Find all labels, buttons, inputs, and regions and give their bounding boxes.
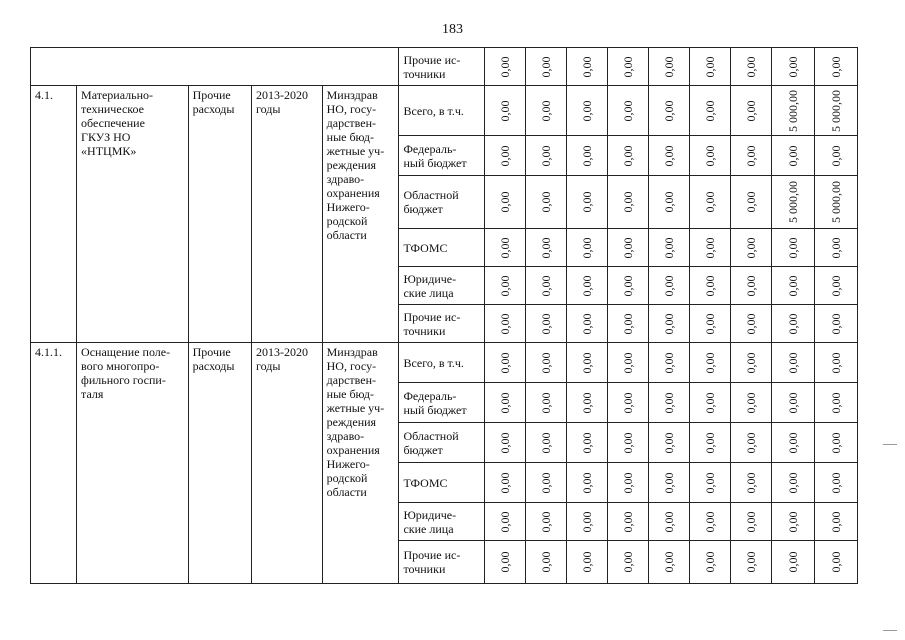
value: 0,00 [498, 392, 513, 413]
value-cell [690, 343, 731, 383]
value-cell [771, 383, 814, 423]
value: 0,00 [539, 432, 554, 453]
value: 0,00 [580, 472, 595, 493]
value: 0,00 [743, 56, 758, 77]
row-number: 4.1. [35, 88, 53, 102]
value-cell [608, 541, 649, 584]
period-cell [252, 343, 323, 584]
value: 0,00 [621, 392, 636, 413]
value-cell [771, 267, 814, 305]
value: 0,00 [785, 432, 800, 453]
value: 0,00 [580, 551, 595, 573]
value-cell [526, 541, 567, 584]
source-label-cell [399, 305, 485, 343]
value-cell [649, 136, 690, 176]
value-cell [771, 229, 814, 267]
budget-table [30, 47, 858, 584]
value-cell [771, 463, 814, 503]
value: 0,00 [539, 511, 554, 532]
value: 0,00 [662, 145, 677, 166]
executor-cell [322, 86, 399, 343]
activity-name: Материально- техническое обеспечение ГКУЗ НО «НТЦМК» [81, 88, 154, 158]
source-label-cell [399, 48, 485, 86]
value: 0,00 [580, 237, 595, 258]
value: 0,00 [828, 275, 843, 296]
period-cell [252, 86, 323, 343]
value: 0,00 [580, 313, 595, 334]
value-cell [526, 229, 567, 267]
value-cell [526, 176, 567, 229]
value: 0,00 [539, 237, 554, 258]
value: 0,00 [702, 275, 717, 296]
value-cell [814, 305, 857, 343]
value: 0,00 [621, 472, 636, 493]
value-cell [730, 229, 771, 267]
value: 0,00 [828, 313, 843, 334]
source-label-cell [399, 463, 485, 503]
expense-type-cell [188, 86, 251, 343]
value: 0,00 [498, 352, 513, 373]
value: 0,00 [621, 56, 636, 77]
value-cell [608, 343, 649, 383]
value-cell [814, 176, 857, 229]
value-cell [567, 343, 608, 383]
source-label: Всего, в т.ч. [403, 355, 464, 370]
value-cell [649, 383, 690, 423]
margin-mark [883, 444, 897, 445]
value-cell [814, 423, 857, 463]
value: 0,00 [498, 145, 513, 166]
value: 0,00 [702, 472, 717, 493]
value: 0,00 [498, 432, 513, 453]
value-cell [771, 176, 814, 229]
value-cell [771, 541, 814, 584]
value: 0,00 [662, 56, 677, 77]
continuation-blank [31, 48, 399, 86]
value-cell [485, 423, 526, 463]
value-cell [608, 86, 649, 136]
value: 0,00 [621, 551, 636, 573]
value: 0,00 [539, 145, 554, 166]
value-cell [526, 267, 567, 305]
value: 0,00 [539, 100, 554, 121]
value: 0,00 [828, 56, 843, 77]
value-cell [567, 48, 608, 86]
activity-name-cell [77, 86, 189, 343]
value-cell [485, 383, 526, 423]
value-cell [730, 305, 771, 343]
value: 0,00 [580, 352, 595, 373]
value-cell [608, 176, 649, 229]
value: 0,00 [539, 275, 554, 296]
value: 0,00 [828, 237, 843, 258]
value-cell [567, 305, 608, 343]
value: 0,00 [702, 237, 717, 258]
value-cell [771, 305, 814, 343]
value: 0,00 [702, 145, 717, 166]
value: 0,00 [662, 511, 677, 532]
value-cell [649, 176, 690, 229]
activity-name-cell [77, 343, 189, 584]
value: 0,00 [662, 237, 677, 258]
value: 0,00 [702, 56, 717, 77]
value-cell [608, 305, 649, 343]
executor-cell [322, 343, 399, 584]
value-cell [690, 383, 731, 423]
source-label-cell [399, 541, 485, 584]
source-label: Прочие ис- точники [403, 309, 461, 338]
value-cell [814, 541, 857, 584]
value: 0,00 [539, 313, 554, 334]
value: 0,00 [539, 551, 554, 573]
value-cell [649, 463, 690, 503]
value-cell [730, 86, 771, 136]
value: 0,00 [743, 191, 758, 213]
value-cell [608, 136, 649, 176]
value-cell [567, 176, 608, 229]
value: 0,00 [539, 472, 554, 493]
value-cell [649, 86, 690, 136]
value: 0,00 [621, 237, 636, 258]
value: 0,00 [498, 191, 513, 213]
value: 0,00 [621, 100, 636, 121]
source-label: ТФОМС [403, 240, 448, 255]
value-cell [526, 343, 567, 383]
value: 0,00 [743, 237, 758, 258]
value-cell [485, 229, 526, 267]
source-label-cell [399, 503, 485, 541]
value: 0,00 [828, 145, 843, 166]
value-cell [485, 136, 526, 176]
value-cell [771, 136, 814, 176]
value-cell [730, 48, 771, 86]
period: 2013-2020 годы [256, 345, 309, 373]
value: 0,00 [702, 511, 717, 532]
value: 0,00 [785, 551, 800, 573]
value: 0,00 [580, 392, 595, 413]
value: 0,00 [743, 275, 758, 296]
value-cell [690, 503, 731, 541]
value-cell [690, 305, 731, 343]
value: 0,00 [743, 313, 758, 334]
value: 5 000,00 [785, 181, 800, 223]
value: 0,00 [580, 275, 595, 296]
value-cell [649, 503, 690, 541]
value: 0,00 [785, 237, 800, 258]
value-cell [730, 503, 771, 541]
value: 0,00 [702, 432, 717, 453]
table-row [31, 343, 858, 383]
value-cell [485, 503, 526, 541]
value: 0,00 [662, 275, 677, 296]
value: 0,00 [828, 352, 843, 373]
value: 5 000,00 [785, 89, 800, 132]
source-label: Прочие ис- точники [403, 548, 461, 576]
value-cell [690, 86, 731, 136]
value-cell [526, 423, 567, 463]
value: 0,00 [580, 432, 595, 453]
value-cell [814, 267, 857, 305]
source-label: ТФОМС [403, 475, 448, 490]
period: 2013-2020 годы [256, 88, 309, 116]
value: 0,00 [743, 392, 758, 413]
value: 0,00 [743, 472, 758, 493]
value-cell [608, 463, 649, 503]
value: 0,00 [621, 352, 636, 373]
value-cell [649, 229, 690, 267]
value-cell [485, 343, 526, 383]
value-cell [567, 541, 608, 584]
value: 0,00 [580, 191, 595, 213]
value: 0,00 [662, 352, 677, 373]
margin-mark [883, 630, 897, 631]
value: 0,00 [662, 551, 677, 573]
source-label-cell [399, 343, 485, 383]
value-cell [771, 48, 814, 86]
value-cell [526, 463, 567, 503]
value: 0,00 [498, 237, 513, 258]
value: 0,00 [580, 511, 595, 532]
expense-type: Прочие расходы [192, 345, 235, 373]
table-row [31, 48, 858, 86]
value: 0,00 [743, 551, 758, 573]
value-cell [690, 136, 731, 176]
value: 0,00 [785, 145, 800, 166]
value-cell [608, 383, 649, 423]
value-cell [649, 267, 690, 305]
value: 0,00 [785, 511, 800, 532]
value: 0,00 [498, 56, 513, 77]
value-cell [771, 86, 814, 136]
value-cell [608, 229, 649, 267]
value: 0,00 [828, 392, 843, 413]
value-cell [814, 463, 857, 503]
value: 0,00 [702, 352, 717, 373]
value: 0,00 [702, 191, 717, 213]
value-cell [526, 86, 567, 136]
value: 0,00 [662, 100, 677, 121]
value: 0,00 [498, 100, 513, 121]
value: 0,00 [785, 56, 800, 77]
value-cell [771, 423, 814, 463]
source-label-cell [399, 383, 485, 423]
value-cell [526, 503, 567, 541]
value-cell [485, 48, 526, 86]
value-cell [608, 48, 649, 86]
value: 0,00 [498, 313, 513, 334]
source-label-cell [399, 267, 485, 305]
value-cell [730, 463, 771, 503]
value-cell [690, 267, 731, 305]
source-label: Федераль- ный бюджет [403, 388, 467, 417]
value-cell [690, 176, 731, 229]
value-cell [771, 503, 814, 541]
value: 0,00 [621, 511, 636, 532]
value-cell [730, 176, 771, 229]
expense-type: Прочие расходы [192, 88, 235, 116]
value-cell [567, 383, 608, 423]
executor: Минздрав НО, госу- дарствен- ные бюд- жетные уч- реждения здраво- охранения Нижего- родской области [326, 345, 385, 499]
value-cell [690, 229, 731, 267]
value-cell [649, 423, 690, 463]
value-cell [690, 463, 731, 503]
value: 0,00 [662, 392, 677, 413]
value-cell [814, 503, 857, 541]
value: 0,00 [702, 100, 717, 121]
table-row [31, 86, 858, 136]
source-label-cell [399, 176, 485, 229]
value-cell [730, 343, 771, 383]
value: 0,00 [785, 392, 800, 413]
value-cell [485, 176, 526, 229]
value: 0,00 [785, 313, 800, 334]
value-cell [649, 541, 690, 584]
value: 0,00 [621, 275, 636, 296]
source-label-cell [399, 423, 485, 463]
value: 0,00 [621, 432, 636, 453]
value-cell [526, 383, 567, 423]
source-label-cell [399, 136, 485, 176]
value-cell [526, 305, 567, 343]
value-cell [526, 48, 567, 86]
value-cell [608, 267, 649, 305]
value: 0,00 [621, 313, 636, 334]
value: 0,00 [662, 432, 677, 453]
value: 0,00 [743, 352, 758, 373]
source-label-cell [399, 86, 485, 136]
value-cell [814, 383, 857, 423]
source-label: Областной бюджет [403, 188, 459, 216]
value: 0,00 [743, 511, 758, 532]
value: 0,00 [580, 100, 595, 121]
value: 0,00 [539, 392, 554, 413]
value: 0,00 [702, 313, 717, 334]
value: 0,00 [662, 313, 677, 334]
source-label-cell [399, 229, 485, 267]
value-cell [567, 86, 608, 136]
value: 0,00 [785, 352, 800, 373]
value: 5 000,00 [828, 89, 843, 132]
value: 0,00 [785, 275, 800, 296]
value-cell [649, 343, 690, 383]
value-cell [485, 267, 526, 305]
value: 0,00 [621, 191, 636, 213]
value: 0,00 [580, 145, 595, 166]
value: 0,00 [662, 191, 677, 213]
value: 0,00 [743, 432, 758, 453]
value: 0,00 [662, 472, 677, 493]
value: 0,00 [828, 472, 843, 493]
activity-name: Оснащение поле- вого многопро- фильного госпи- таля [81, 345, 171, 401]
value-cell [730, 423, 771, 463]
value-cell [567, 463, 608, 503]
page-number: 183 [442, 22, 463, 37]
value-cell [814, 343, 857, 383]
value: 0,00 [743, 145, 758, 166]
value-cell [567, 423, 608, 463]
source-label: Всего, в т.ч. [403, 103, 464, 118]
value-cell [690, 423, 731, 463]
source-label: Федераль- ный бюджет [403, 141, 467, 170]
row-number: 4.1.1. [35, 345, 62, 359]
value-cell [730, 267, 771, 305]
value-cell [730, 136, 771, 176]
value-cell [730, 541, 771, 584]
value-cell [485, 305, 526, 343]
value: 5 000,00 [828, 181, 843, 223]
value: 0,00 [539, 352, 554, 373]
value: 0,00 [743, 100, 758, 121]
value-cell [730, 383, 771, 423]
value: 0,00 [498, 275, 513, 296]
value-cell [771, 343, 814, 383]
value-cell [814, 229, 857, 267]
source-label: Прочие ис- точники [403, 52, 461, 81]
value-cell [567, 503, 608, 541]
value: 0,00 [828, 551, 843, 573]
value: 0,00 [702, 551, 717, 573]
source-label: Юридиче- ские лица [403, 271, 457, 300]
source-label: Областной бюджет [403, 428, 459, 457]
value: 0,00 [621, 145, 636, 166]
value-cell [814, 86, 857, 136]
value-cell [608, 423, 649, 463]
value: 0,00 [498, 551, 513, 573]
value-cell [690, 541, 731, 584]
value-cell [567, 267, 608, 305]
value: 0,00 [498, 511, 513, 532]
value-cell [814, 136, 857, 176]
executor: Минздрав НО, госу- дарствен- ные бюд- жетные уч- реждения здраво- охранения Нижего- родской области [326, 88, 385, 242]
value-cell [814, 48, 857, 86]
value: 0,00 [539, 56, 554, 77]
value: 0,00 [580, 56, 595, 77]
value-cell [485, 86, 526, 136]
value-cell [485, 463, 526, 503]
expense-type-cell [188, 343, 251, 584]
value: 0,00 [785, 472, 800, 493]
value-cell [485, 541, 526, 584]
value-cell [526, 136, 567, 176]
value: 0,00 [702, 392, 717, 413]
value-cell [608, 503, 649, 541]
row-number-cell [31, 343, 77, 584]
value-cell [567, 136, 608, 176]
source-label: Юридиче- ские лица [403, 507, 457, 536]
row-number-cell [31, 86, 77, 343]
value: 0,00 [828, 432, 843, 453]
value-cell [649, 48, 690, 86]
value-cell [649, 305, 690, 343]
value: 0,00 [828, 511, 843, 532]
value: 0,00 [498, 472, 513, 493]
value-cell [690, 48, 731, 86]
value-cell [567, 229, 608, 267]
value: 0,00 [539, 191, 554, 213]
